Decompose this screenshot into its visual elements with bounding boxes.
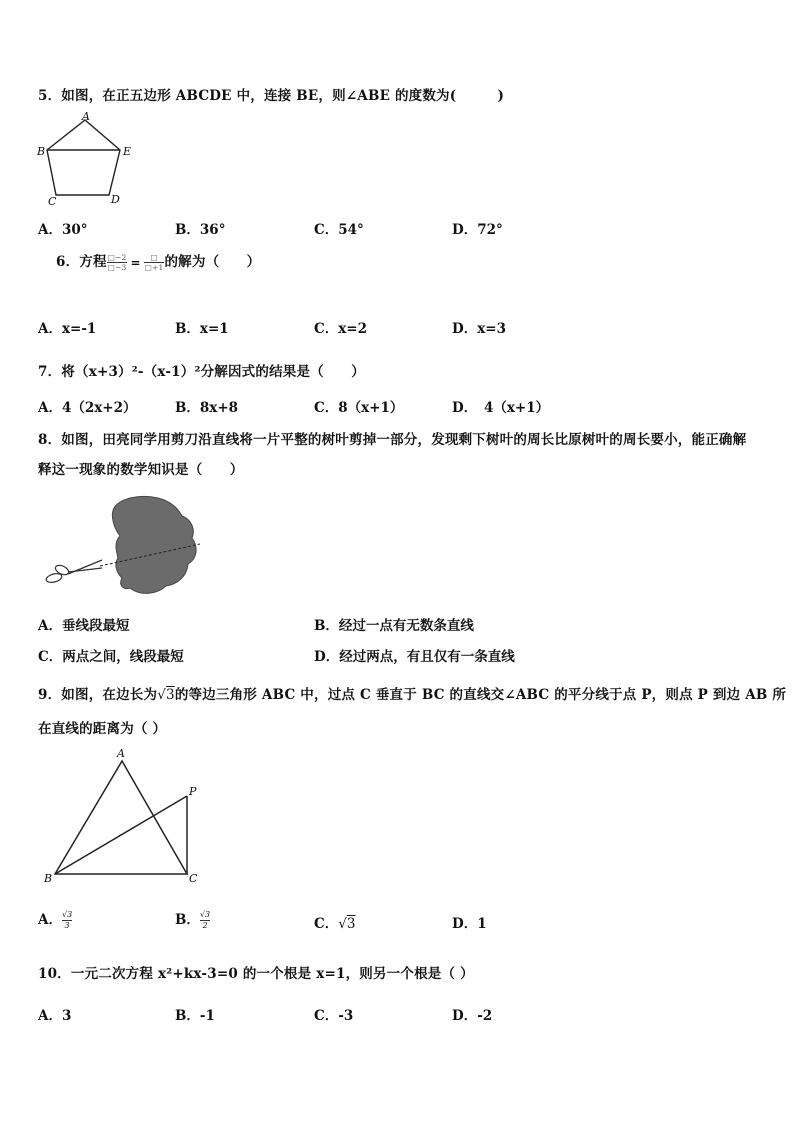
q5-option-d[interactable]: D．72° [452, 222, 503, 238]
q9-option-a[interactable] [38, 908, 72, 931]
label-b: B [37, 145, 46, 158]
q9-option-a-prefix: A． [38, 912, 62, 928]
q9-stem-suffix: 的等边三角形 ABC 中，过点 C 垂直于 BC 的直线交∠ABC 的平分线于点 P，则点 P 到边 AB 所 [174, 687, 787, 703]
q10-option-b[interactable]: B．-1 [175, 1008, 215, 1024]
q6-fraction-left [107, 253, 128, 272]
scissors-blade-2 [68, 568, 102, 572]
q6-frac1-denominator: □−3 [107, 263, 127, 272]
q9-option-b-denominator: 2 [202, 921, 208, 930]
q8-option-d[interactable]: D．经过两点，有且仅有一条直线 [314, 649, 515, 665]
q9-option-c-radicand: 3 [346, 916, 356, 932]
leaf-scissors-figure [40, 492, 200, 600]
triangle-figure [40, 742, 210, 888]
q9-option-c[interactable] [314, 912, 355, 932]
q6-stem [56, 250, 260, 272]
q5-option-b[interactable]: B．36° [175, 222, 226, 238]
q6-equals: = [130, 255, 141, 270]
q9-option-b-prefix: B． [175, 912, 200, 928]
q9-option-c-prefix: C． [314, 916, 339, 932]
q8-stem-line1: 8．如图，田亮同学用剪刀沿直线将一片平整的树叶剪掉一部分，发现剩下树叶的周长比原树叶的周长要小，能正确解 [38, 432, 747, 448]
q7-option-b[interactable]: B．8x+8 [175, 400, 239, 416]
label-a: A [117, 747, 125, 760]
q9-sqrt-radicand: 3 [166, 687, 175, 703]
q9-option-d[interactable]: D．1 [452, 916, 487, 932]
leaf-shape [112, 496, 196, 593]
q5-option-a[interactable]: A．30° [38, 222, 88, 238]
q6-option-c[interactable]: C．x=2 [314, 321, 367, 337]
q7-option-a[interactable]: A．4（2x+2） [38, 400, 137, 416]
q9-sqrt: √3 [157, 687, 175, 703]
q9-stem-line2: 在直线的距离为（ ） [38, 721, 167, 737]
q9-option-a-fraction [62, 910, 72, 931]
q8-option-a[interactable]: A．垂线段最短 [38, 618, 130, 634]
q7-option-c[interactable]: C．8（x+1） [314, 400, 404, 416]
label-e: E [123, 145, 132, 158]
scissors-handle-2 [54, 563, 70, 576]
q9-option-b[interactable] [175, 908, 210, 931]
q9-option-b-numerator: √3 [199, 910, 211, 919]
pentagon-figure [34, 110, 144, 208]
segment-bp [55, 796, 187, 874]
label-c: C [48, 195, 57, 208]
label-d: D [111, 193, 120, 206]
q5-stem: 5．如图，在正五边形 ABCDE 中，连接 BE，则∠ABE 的度数为( ) [38, 88, 505, 104]
label-b: B [44, 872, 53, 885]
q10-option-d[interactable]: D．-2 [452, 1008, 493, 1024]
q10-stem: 10．一元二次方程 x²+kx-3=0 的一个根是 x=1，则另一个根是（ ） [38, 966, 474, 982]
label-c: C [189, 872, 198, 885]
q6-fraction-right [144, 253, 165, 272]
q9-option-c-sqrt: √3 [338, 916, 356, 932]
q7-option-d[interactable]: D． 4（x+1） [452, 400, 550, 416]
q5-option-c[interactable]: C．54° [314, 222, 364, 238]
q6-stem-prefix: 6．方程 [56, 254, 107, 270]
q6-stem-suffix: 的解为（ ） [164, 254, 261, 270]
q6-option-a[interactable]: A．x=-1 [38, 321, 97, 337]
label-a: A [82, 110, 90, 123]
q9-stem-line1 [38, 683, 786, 703]
q8-option-c[interactable]: C．两点之间，线段最短 [38, 649, 184, 665]
q8-option-b[interactable]: B．经过一点有无数条直线 [314, 618, 474, 634]
q9-stem-prefix: 9．如图，在边长为 [38, 687, 158, 703]
q9-option-a-numerator: √3 [61, 910, 73, 919]
q7-stem: 7．将（x+3）²-（x-1）²分解因式的结果是（ ） [38, 364, 365, 380]
q8-stem-line2: 释这一现象的数学知识是（ ） [38, 462, 244, 478]
q6-option-d[interactable]: D．x=3 [452, 321, 506, 337]
q9-option-b-fraction [200, 910, 210, 931]
label-p: P [189, 785, 197, 798]
q10-option-a[interactable]: A．3 [38, 1008, 72, 1024]
q10-option-c[interactable]: C．-3 [314, 1008, 354, 1024]
q6-frac2-numerator: □ [144, 253, 165, 263]
q6-frac2-denominator: □+1 [144, 263, 164, 272]
triangle-abc [55, 761, 187, 874]
q6-frac1-numerator: □−2 [107, 253, 127, 262]
pentagon-shape [47, 120, 120, 195]
q9-option-a-denominator: 3 [64, 921, 70, 930]
q6-option-b[interactable]: B．x=1 [175, 321, 229, 337]
